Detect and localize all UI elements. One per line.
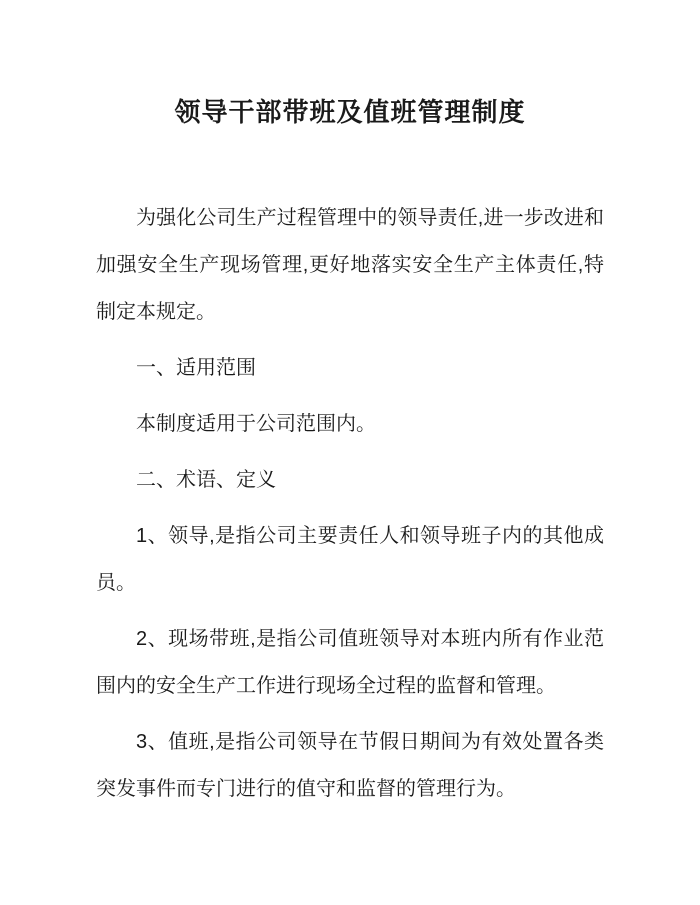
term-definition-duty: 3、值班,是指公司领导在节假日期间为有效处置各类突发事件而专门进行的值守和监督的管理行为。 [96,731,604,800]
intro-paragraph: 为强化公司生产过程管理中的领导责任,进一步改进和加强安全生产现场管理,更好地落实安全生产主体责任,特制定本规定。 [96,207,604,323]
section-heading-scope: 一、适用范围 [136,357,256,379]
scope-paragraph: 本制度适用于公司范围内。 [136,413,376,435]
term-definition-onsite-shift: 2、现场带班,是指公司值班领导对本班内所有作业范围内的安全生产工作进行现场全过程的监督和管理。 [96,628,604,697]
document-title: 领导干部带班及值班管理制度 [174,97,526,127]
term-definition-leader: 1、领导,是指公司主要责任人和领导班子内的其他成员。 [96,525,604,594]
section-heading-terms: 二、术语、定义 [136,469,276,491]
